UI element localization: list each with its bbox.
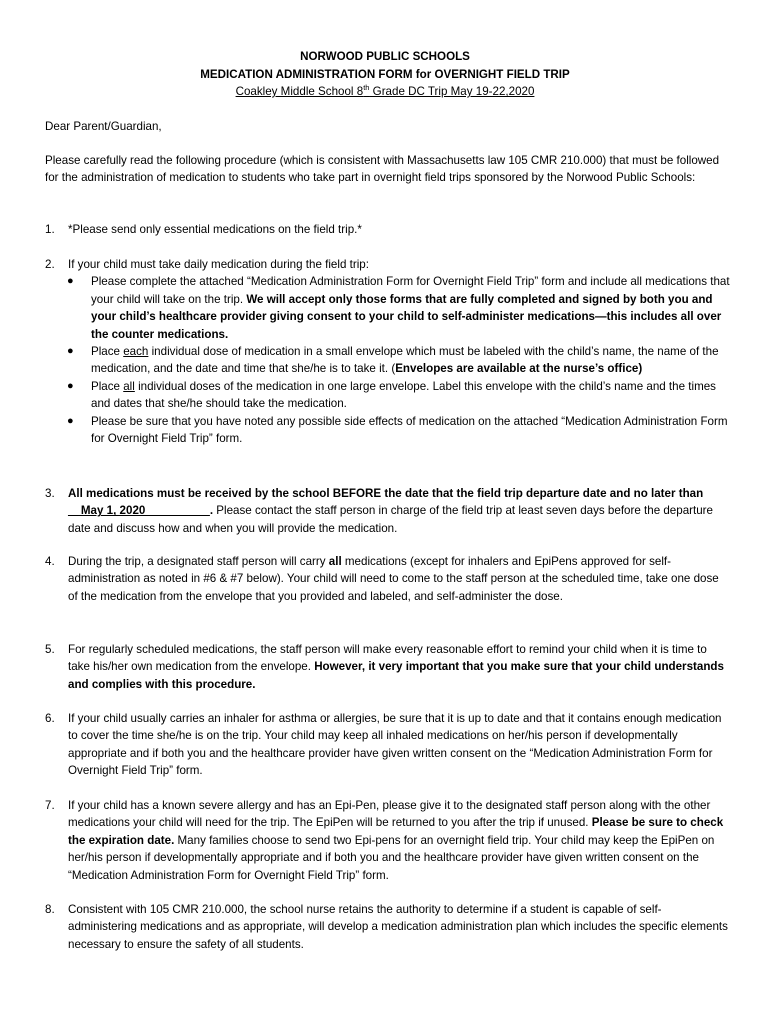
trip-title: Coakley Middle School 8th Grade DC Trip May 19-22,2020 — [235, 83, 535, 98]
list-number: 4. — [45, 555, 55, 568]
bullet-dot-icon: ● — [67, 414, 74, 427]
list-item-6 — [45, 710, 730, 780]
school-district-title: NORWOOD PUBLIC SCHOOLS — [300, 50, 470, 63]
list-item-text: *Please send only essential medications on the field trip.* — [68, 223, 362, 236]
bullet-item-4: ● Please be sure that you have noted any possible side effects of medication on the attached “Medication Administration Form for Overnight Field Trip” form. — [67, 414, 728, 446]
list-item-text: During the trip, a designated staff person will carry all medications (except for inhalers and EpiPens approved for self-administration as noted in #6 & #7 below). Your child will need to come to the staff person at the scheduled time, take one dose of the medication from the envelope that you provided and labeled, and self-administer the dose. — [68, 555, 719, 603]
list-item-4 — [45, 553, 730, 605]
document-header — [0, 48, 770, 101]
list-item-text: Consistent with 105 CMR 210.000, the school nurse retains the authority to determine if a student is capable of self-administering medications and as appropriate, will develop a medication administration plan which includes the specific elements necessary to ensure the safety of all students. — [68, 903, 728, 951]
bullet-item-2: ● Place each individual dose of medication in a small envelope which must be labeled with the child’s name, the name of the medication, and the date and time that she/he is to take it. (Envelopes are available at the nurse’s office) — [67, 345, 719, 376]
list-number: 2. — [45, 258, 55, 271]
list-item-2 — [45, 256, 730, 447]
list-item-text: If your child has a known severe allergy and has an Epi-Pen, please give it to the designated staff person along with the other medications your child will need for the trip. The EpiPen will be returned to you after the trip if unused. Please be sure to check the expiration date. Many families choose to send two Epi-pens for an overnight field trip. Your child may keep the EpiPen on her/his person if developmentally appropriate and if both you and the healthcare provider have given written consent on the “Medication Administration Form for Overnight Field Trip” form. — [68, 799, 724, 882]
list-number: 8. — [45, 903, 55, 916]
bullet-dot-icon: ● — [67, 345, 74, 358]
bullet-dot-icon: ● — [67, 275, 74, 288]
list-item-5 — [45, 641, 730, 693]
bullet-list — [45, 273, 730, 447]
intro-paragraph: Please carefully read the following procedure (which is consistent with Massachusetts law 105 CMR 210.000) that must be followed for the administration of medication to students who take part in overnight field trips sponsored by the Norwood Public Schools: — [45, 154, 720, 185]
list-item-text: If your child usually carries an inhaler for asthma or allergies, be sure that it is up to date and that it contains enough medication to cover the time she/he is on the trip. Your child may keep all inhaled medications on her/his person if developmentally appropriate and if both you and the healthcare provider have given written consent on the “Medication Administration Form for Overnight Field Trip” form. — [68, 712, 722, 778]
list-number: 6. — [45, 712, 55, 725]
list-item-text: If your child must take daily medication during the field trip: — [68, 258, 369, 271]
bullet-item-3: ● Place all individual doses of the medication in one large envelope. Label this envelope with the child’s name and the times and dates that she/he should take the medication. — [67, 379, 716, 411]
list-item-3 — [45, 485, 730, 537]
deadline-date: __May 1, 2020__________ — [68, 504, 210, 518]
bullet-dot-icon: ● — [67, 379, 74, 392]
list-item-1 — [45, 221, 730, 238]
list-number: 3. — [45, 487, 55, 500]
list-number: 5. — [45, 643, 55, 656]
list-item-text: For regularly scheduled medications, the staff person will make every reasonable effort to remind your child when it is time to take his/her own medication from the envelope. However, it very important that you make sure that your child understands and complies with this procedure. — [68, 643, 724, 691]
list-number: 7. — [45, 799, 55, 812]
bullet-item-1: ● Please complete the attached “Medication Administration Form for Overnight Field Trip” form and include all medications that your child will take on the trip. We will accept only those forms that are fully completed and signed by both you and your child’s healthcare provider giving consent to your child to self-administer medications—this includes all over the counter medications. — [67, 275, 730, 341]
list-item-7 — [45, 797, 730, 884]
list-number: 1. — [45, 223, 55, 236]
list-item-8 — [45, 901, 730, 953]
greeting: Dear Parent/Guardian, — [45, 120, 162, 133]
form-title: MEDICATION ADMINISTRATION FORM for OVERNIGHT FIELD TRIP — [200, 67, 570, 81]
list-item-text: All medications must be received by the school BEFORE the date that the field trip departure date and no later than __May 1, 2020__________. Please contact the staff person in charge of the field trip at least seven days before the departure date and discuss how and when you will provide the medication. — [68, 487, 713, 535]
